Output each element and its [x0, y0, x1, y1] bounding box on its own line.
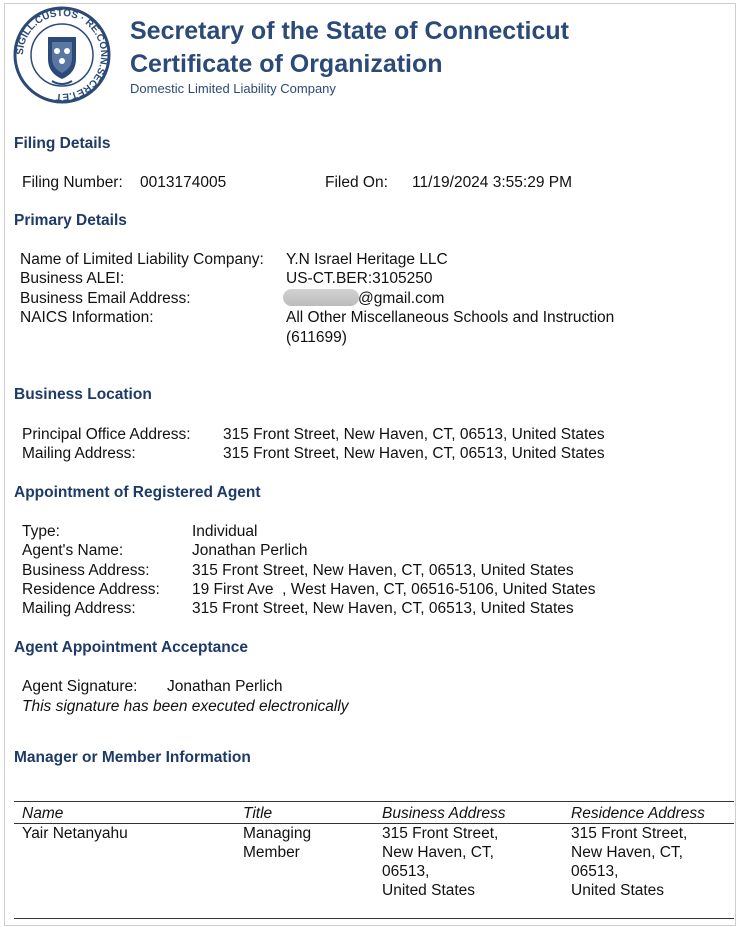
filing-number-label: Filing Number:: [22, 174, 123, 191]
primary-heading: Primary Details: [14, 212, 127, 229]
title-certificate: Certificate of Organization: [130, 50, 443, 78]
certificate-frame: [4, 3, 736, 926]
member-residence-1: 315 Front Street,: [571, 825, 688, 842]
member-residence-3: 06513,: [571, 863, 619, 880]
col-title: Title: [243, 805, 273, 822]
col-business-address: Business Address: [382, 805, 506, 822]
llc-name-value: Y.N Israel Heritage LLC: [286, 251, 448, 268]
agent-mailing-value: 315 Front Street, New Haven, CT, 06513, United States: [192, 600, 574, 617]
llc-name-label: Name of Limited Liability Company:: [20, 251, 264, 268]
agent-residence-label: Residence Address:: [22, 581, 160, 598]
principal-label: Principal Office Address:: [22, 426, 191, 443]
principal-value: 315 Front Street, New Haven, CT, 06513, United States: [223, 426, 605, 443]
agent-name-label: Agent's Name:: [22, 542, 124, 559]
alei-label: Business ALEI:: [20, 270, 125, 287]
member-name: Yair Netanyahu: [22, 825, 128, 842]
agent-mailing-label: Mailing Address:: [22, 600, 136, 617]
member-business-1: 315 Front Street,: [382, 825, 499, 842]
table-bottom-rule: [14, 918, 734, 919]
signature-note: This signature has been executed electronically: [22, 698, 349, 715]
naics-label: NAICS Information:: [20, 309, 154, 326]
agent-type-value: Individual: [192, 523, 258, 540]
member-business-3: 06513,: [382, 863, 430, 880]
table-header-rule: [14, 823, 734, 824]
member-business-4: United States: [382, 882, 476, 899]
subtitle: Domestic Limited Liability Company: [130, 81, 336, 96]
member-title-2: Member: [243, 844, 300, 861]
email-value: @gmail.com: [358, 290, 445, 307]
acceptance-heading: Agent Appointment Acceptance: [14, 639, 248, 656]
title-secretary: Secretary of the State of Connecticut: [130, 17, 569, 45]
member-business-2: New Haven, CT,: [382, 844, 494, 861]
filing-heading: Filing Details: [14, 135, 111, 152]
member-residence-2: New Haven, CT,: [571, 844, 683, 861]
naics-value: All Other Miscellaneous Schools and Instruction: [286, 309, 615, 326]
table-top-rule: [14, 801, 734, 802]
agent-business-value: 315 Front Street, New Haven, CT, 06513, United States: [192, 562, 574, 579]
member-title-1: Managing: [243, 825, 312, 842]
col-residence-address: Residence Address: [571, 805, 705, 822]
location-mailing-value: 315 Front Street, New Haven, CT, 06513, United States: [223, 445, 605, 462]
agent-type-label: Type:: [22, 523, 60, 540]
signature-value: Jonathan Perlich: [167, 678, 283, 695]
location-heading: Business Location: [14, 386, 152, 403]
agent-heading: Appointment of Registered Agent: [14, 484, 261, 501]
location-mailing-label: Mailing Address:: [22, 445, 136, 462]
agent-business-label: Business Address:: [22, 562, 150, 579]
filed-on-label: Filed On:: [325, 174, 388, 191]
svg-text:SIGILL.CUSTOS · RE.CONN.SECRET: SIGILL.CUSTOS · RE.CONN.SECRET.ET: [14, 7, 110, 103]
filed-on-value: 11/19/2024 3:55:29 PM: [412, 174, 573, 191]
members-heading: Manager or Member Information: [14, 749, 251, 766]
email-label: Business Email Address:: [20, 290, 191, 307]
redacted-email: [283, 289, 359, 306]
col-name: Name: [22, 805, 64, 822]
agent-name-value: Jonathan Perlich: [192, 542, 308, 559]
signature-label: Agent Signature:: [22, 678, 138, 695]
agent-residence-value: 19 First Ave , West Haven, CT, 06516-5106, United States: [192, 581, 596, 598]
state-seal-icon: [12, 5, 112, 105]
alei-value: US-CT.BER:3105250: [286, 270, 433, 287]
naics-code: (611699): [286, 329, 347, 346]
member-residence-4: United States: [571, 882, 665, 899]
filing-number-value: 0013174005: [140, 174, 227, 191]
